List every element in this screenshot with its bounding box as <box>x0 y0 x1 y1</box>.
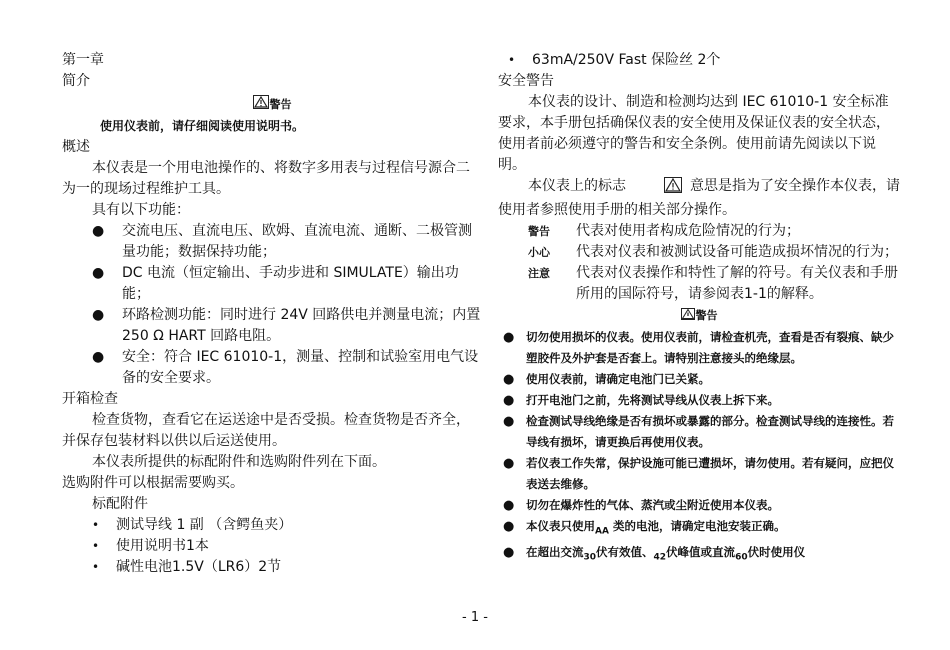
bullet-dot-icon: • <box>92 559 100 574</box>
definition-row <box>528 221 900 242</box>
voltage-value: 30 <box>583 552 597 563</box>
warning-heading <box>498 305 900 327</box>
warning-triangle-icon <box>681 306 695 327</box>
symbol-definitions <box>528 221 900 305</box>
bullet-dot-icon: ● <box>503 392 515 408</box>
definition-desc: 代表对仪表操作和特性了解的符号。有关仪表和手册所用的国际符号，请参阅表1-1的解释。 <box>576 265 898 302</box>
list-item <box>62 557 482 578</box>
chapter-title: 第一章 <box>62 52 104 68</box>
list-item <box>62 263 482 305</box>
safety-text: 本仪表的设计、制造和检测均达到 IEC 61010-1 安全标准要求，本手册包括确保仪表的安全使用及保证仪表的安全状态，使用者前必须遵守的警告和安全条例。使用前请先阅读以下说明。 <box>498 94 890 173</box>
accessory-list-continued <box>498 50 900 71</box>
bullet-dot-icon: ● <box>92 306 105 323</box>
page-number: - 1 - <box>462 610 488 625</box>
list-item <box>62 515 482 536</box>
bullet-dot-icon: ● <box>503 413 515 429</box>
accessory-text: 测试导线 1 副 （含鳄鱼夹） <box>116 516 293 533</box>
bullet-dot-icon: ● <box>503 544 515 560</box>
bullet-dot-icon: • <box>508 53 516 67</box>
list-item <box>62 536 482 557</box>
list-item <box>62 347 482 389</box>
symbol-text <box>498 176 900 221</box>
list-item <box>498 453 900 495</box>
feature-text: 交流电压、直流电压、欧姆、直流电流、通断、二极管测量功能；数据保持功能； <box>122 222 472 260</box>
warning-label: 警告 <box>695 309 718 322</box>
list-item <box>498 369 900 390</box>
definition-term: 注意 <box>528 267 550 280</box>
unpack-title: 开箱检查 <box>62 390 118 407</box>
list-item <box>498 495 900 516</box>
unpack-text-3: 选购附件可以根据需要购买。 <box>62 474 244 491</box>
warning-text: 伏有效值、 <box>596 544 654 559</box>
bullet-dot-icon: • <box>92 538 100 553</box>
definition-row <box>528 242 900 263</box>
voltage-value: 42 <box>653 552 667 563</box>
list-item <box>498 516 900 542</box>
feature-text: 环路检测功能：同时进行 24V 回路供电并测量电流；内置 250 Ω HART 回路电阻。 <box>122 306 481 344</box>
bullet-dot-icon: ● <box>503 329 515 345</box>
definition-desc: 代表对使用者构成危险情况的行为； <box>576 223 800 239</box>
warning-label: 警告 <box>269 98 292 111</box>
intro-title: 简介 <box>62 73 90 89</box>
bullet-dot-icon: ● <box>92 348 105 365</box>
warning-text: 打开电池门之前，先将测试导线从仪表上拆下来。 <box>526 392 779 407</box>
symbol-text-a: 本仪表上的标志 <box>528 178 626 194</box>
warning-triangle-icon <box>634 177 682 200</box>
warning-text: 检查测试导线绝缘是否有损坏或暴露的部分。检查测试导线的连接性。若导线有损坏，请更换后再使用仪表。 <box>526 413 894 449</box>
bullet-dot-icon: ● <box>503 497 515 513</box>
warning-text: 在超出交流 <box>526 544 584 559</box>
overview-title: 概述 <box>62 138 90 155</box>
warning-text: 本仪表只使用 <box>526 518 595 533</box>
features-intro: 具有以下功能： <box>92 201 190 218</box>
accessory-text: 使用说明书1本 <box>116 537 209 554</box>
warning-text: 伏时使用仪 <box>747 544 806 559</box>
left-column <box>62 50 482 578</box>
accessory-list <box>62 515 482 578</box>
right-column <box>498 50 900 568</box>
list-item <box>62 221 482 263</box>
standard-accessories-title: 标配附件 <box>92 495 148 512</box>
list-item <box>62 305 482 347</box>
safety-title: 安全警告 <box>498 73 554 89</box>
warning-text: 若仪表工作失常，保护设施可能已遭损坏，请勿使用。若有疑问，应把仪表送去维修。 <box>526 455 894 491</box>
definition-desc: 代表对仪表和被测试设备可能造成损坏情况的行为； <box>576 244 898 260</box>
unpack-text-1: 检查货物，查看它在运送途中是否受损。检查货物是否齐全，并保存包装材料以供以后运送使用。 <box>62 411 470 449</box>
battery-type: AA <box>595 525 609 536</box>
voltage-value: 60 <box>735 552 748 563</box>
accessory-text: 63mA/250V Fast 保险丝 2个 <box>532 52 721 68</box>
warning-triangle-icon <box>253 95 269 116</box>
warning-list <box>498 327 900 569</box>
warning-heading <box>62 94 482 116</box>
warning-text: 类的电池，请确定电池安装正确。 <box>612 518 786 533</box>
list-item <box>498 542 900 568</box>
warning-text: 伏峰值或直流 <box>666 544 736 559</box>
warning-note: 使用仪表前，请仔细阅读使用说明书。 <box>100 118 305 133</box>
bullet-dot-icon: ● <box>503 518 515 534</box>
bullet-dot-icon: ● <box>503 371 515 387</box>
bullet-dot-icon: ● <box>92 264 105 281</box>
warning-text: 使用仪表前，请确定电池门已关紧。 <box>526 371 710 386</box>
bullet-dot-icon: ● <box>503 455 515 471</box>
bullet-dot-icon: ● <box>92 222 105 239</box>
list-item <box>498 390 900 411</box>
list-item <box>498 411 900 453</box>
overview-text: 本仪表是一个用电池操作的、将数字多用表与过程信号源合二为一的现场过程维护工具。 <box>62 159 470 197</box>
warning-text: 切勿在爆炸性的气体、蒸汽或尘附近使用本仪表。 <box>526 497 779 512</box>
list-item <box>498 50 900 71</box>
list-item <box>498 327 900 369</box>
feature-list <box>62 221 482 389</box>
accessory-text: 碱性电池1.5V（LR6）2节 <box>116 558 282 575</box>
feature-text: DC 电流（恒定输出、手动步进和 SIMULATE）输出功能； <box>122 264 459 302</box>
definition-term: 小心 <box>528 246 550 259</box>
symbol-text-b: 意思是指为了安全操作本仪表，请使用者参照使用手册的相关部分操作。 <box>498 178 900 218</box>
unpack-text-2: 本仪表所提供的标配附件和选购附件列在下面。 <box>92 453 386 470</box>
definition-term: 警告 <box>528 225 550 238</box>
bullet-dot-icon: • <box>92 517 100 532</box>
warning-text: 切勿使用损坏的仪表。使用仪表前，请检查机壳，查看是否有裂痕、缺少塑胶件及外护套是否套上。请特别注意接头的绝缘层。 <box>526 329 894 365</box>
feature-text: 安全：符合 IEC 61010-1，测量、控制和试验室用电气设备的安全要求。 <box>122 348 479 386</box>
definition-row <box>528 263 900 305</box>
